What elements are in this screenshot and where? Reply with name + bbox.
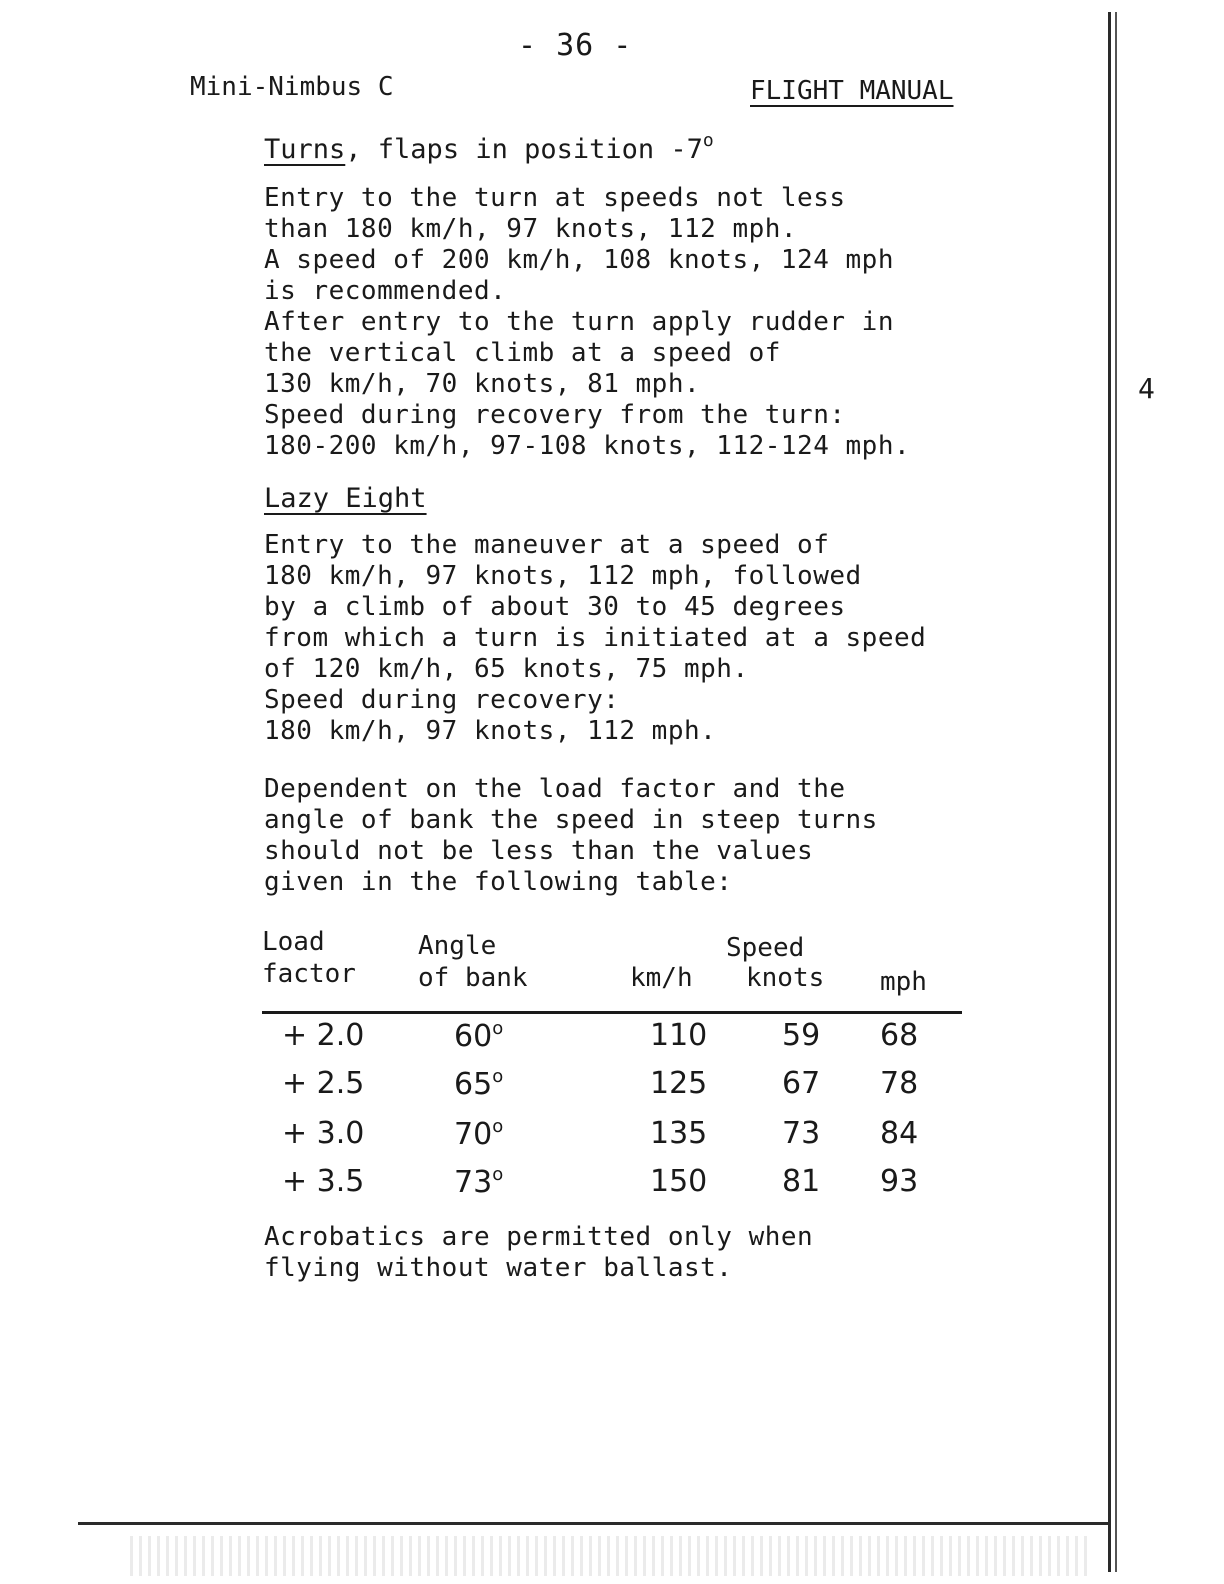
cell-mph: 68: [880, 1018, 919, 1053]
degree-mark: o: [702, 130, 714, 151]
cell-kmh: 135: [650, 1116, 708, 1151]
table-row: [262, 1116, 962, 1164]
table-row: [262, 1018, 962, 1066]
cell-knots: 59: [782, 1018, 821, 1053]
cell-mph: 93: [880, 1164, 919, 1199]
header-speed: Speed: [726, 933, 805, 963]
right-binding-line: [1108, 12, 1111, 1572]
turns-heading-rest: , flaps in position -7: [345, 134, 703, 165]
cell-angle: 70$^o$: [454, 1116, 504, 1152]
turns-heading-title: Turns: [264, 134, 346, 165]
table-row: [262, 1164, 962, 1212]
turns-heading: [264, 130, 714, 165]
lazy-eight-body: Entry to the maneuver at a speed of 180 km/h, 97 knots, 112 mph, followed by a climb of about 30 to 45 degrees from which a turn is initiated at a speed of 120 km/h, 65 knots, 75 mph. Speed during recovery: 180 km/h, 97 knots, 112 mph.: [264, 530, 927, 746]
header-kmh: km/h: [630, 963, 693, 993]
cell-angle: 73$^o$: [454, 1164, 504, 1200]
turns-body: Entry to the turn at speeds not less than 180 km/h, 97 knots, 112 mph. A speed of 200 km/h, 108 knots, 124 mph is recommended. After entry to the turn apply rudder in the vertical climb at a speed of 130 km/h, 70 knots, 81 mph. Speed during recovery from the turn: 180-200 km/h, 97-108 knots, 112-124 mph.: [264, 183, 911, 461]
cell-kmh: 150: [650, 1164, 708, 1199]
manual-title-header: FLIGHT MANUAL: [750, 76, 954, 106]
margin-mark: 4: [1138, 372, 1155, 405]
cell-mph: 78: [880, 1066, 919, 1101]
cell-mph: 84: [880, 1116, 919, 1151]
cell-load: + 2.0: [282, 1018, 365, 1053]
bottom-rule: [78, 1522, 1108, 1525]
aircraft-model-header: Mini-Nimbus C: [190, 72, 394, 102]
cell-knots: 67: [782, 1066, 821, 1101]
closing-note: Acrobatics are permitted only when flying without water ballast.: [264, 1222, 814, 1283]
lazy-eight-heading: Lazy Eight: [264, 483, 427, 514]
cell-knots: 81: [782, 1164, 821, 1199]
table-header-rule: [262, 1011, 962, 1014]
header-mph: mph: [880, 967, 927, 997]
cell-load: + 3.0: [282, 1116, 365, 1151]
cell-angle: 65$^o$: [454, 1066, 504, 1102]
scan-noise: [130, 1536, 1090, 1576]
cell-load: + 3.5: [282, 1164, 365, 1199]
cell-load: + 2.5: [282, 1066, 365, 1101]
header-load-factor: Load factor: [262, 927, 356, 989]
cell-angle: 60$^o$: [454, 1018, 504, 1054]
header-angle-of-bank: Angle of bank: [418, 931, 528, 993]
header-knots: knots: [746, 963, 825, 993]
cell-knots: 73: [782, 1116, 821, 1151]
right-binding-line-inner: [1115, 12, 1117, 1572]
cell-kmh: 110: [650, 1018, 708, 1053]
cell-kmh: 125: [650, 1066, 708, 1101]
table-intro: Dependent on the load factor and the angle of bank the speed in steep turns should not be less than the values given in the following table:: [264, 774, 878, 897]
page-number: - 36 -: [518, 28, 633, 63]
table-row: [262, 1066, 962, 1114]
